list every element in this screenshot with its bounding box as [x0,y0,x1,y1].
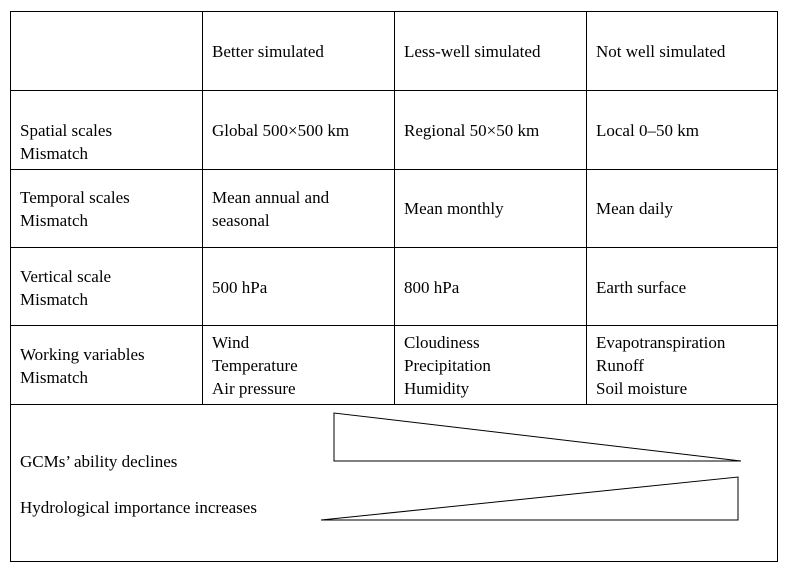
gcm-ability-label: GCMs’ ability declines [20,452,178,471]
declining-wedge [334,413,741,461]
row-label-text: Working variables Mismatch [20,345,145,387]
row-label-text: Temporal scales Mismatch [20,188,130,230]
header-better-label: Better simulated [212,42,324,61]
cell-text: Cloudiness Precipitation Humidity [404,333,491,398]
header-not-label: Not well simulated [596,42,726,61]
cell-text: Mean monthly [404,199,504,218]
cell-text: 800 hPa [404,278,460,297]
trend-wedges [11,12,777,561]
increasing-wedge [321,477,738,520]
cell-text: 500 hPa [212,278,268,297]
header-less-label: Less-well simulated [404,42,541,61]
comparison-table [10,11,778,562]
cell-text: Global 500×500 km [212,121,350,140]
cell-text: Local 0–50 km [596,121,699,140]
hydrological-importance-label: Hydrological importance increases [20,498,257,517]
cell-text: Regional 50×50 km [404,121,540,140]
cell-text: Earth surface [596,278,687,297]
cell-text: Evapotranspiration Runoff Soil moisture [596,333,726,398]
cell-text: Mean annual and seasonal [212,188,330,230]
row-label-text: Vertical scale Mismatch [20,267,112,309]
cell-text: Wind Temperature Air pressure [212,333,298,398]
row-label-text: Spatial scales Mismatch [20,121,113,163]
cell-text: Mean daily [596,199,673,218]
